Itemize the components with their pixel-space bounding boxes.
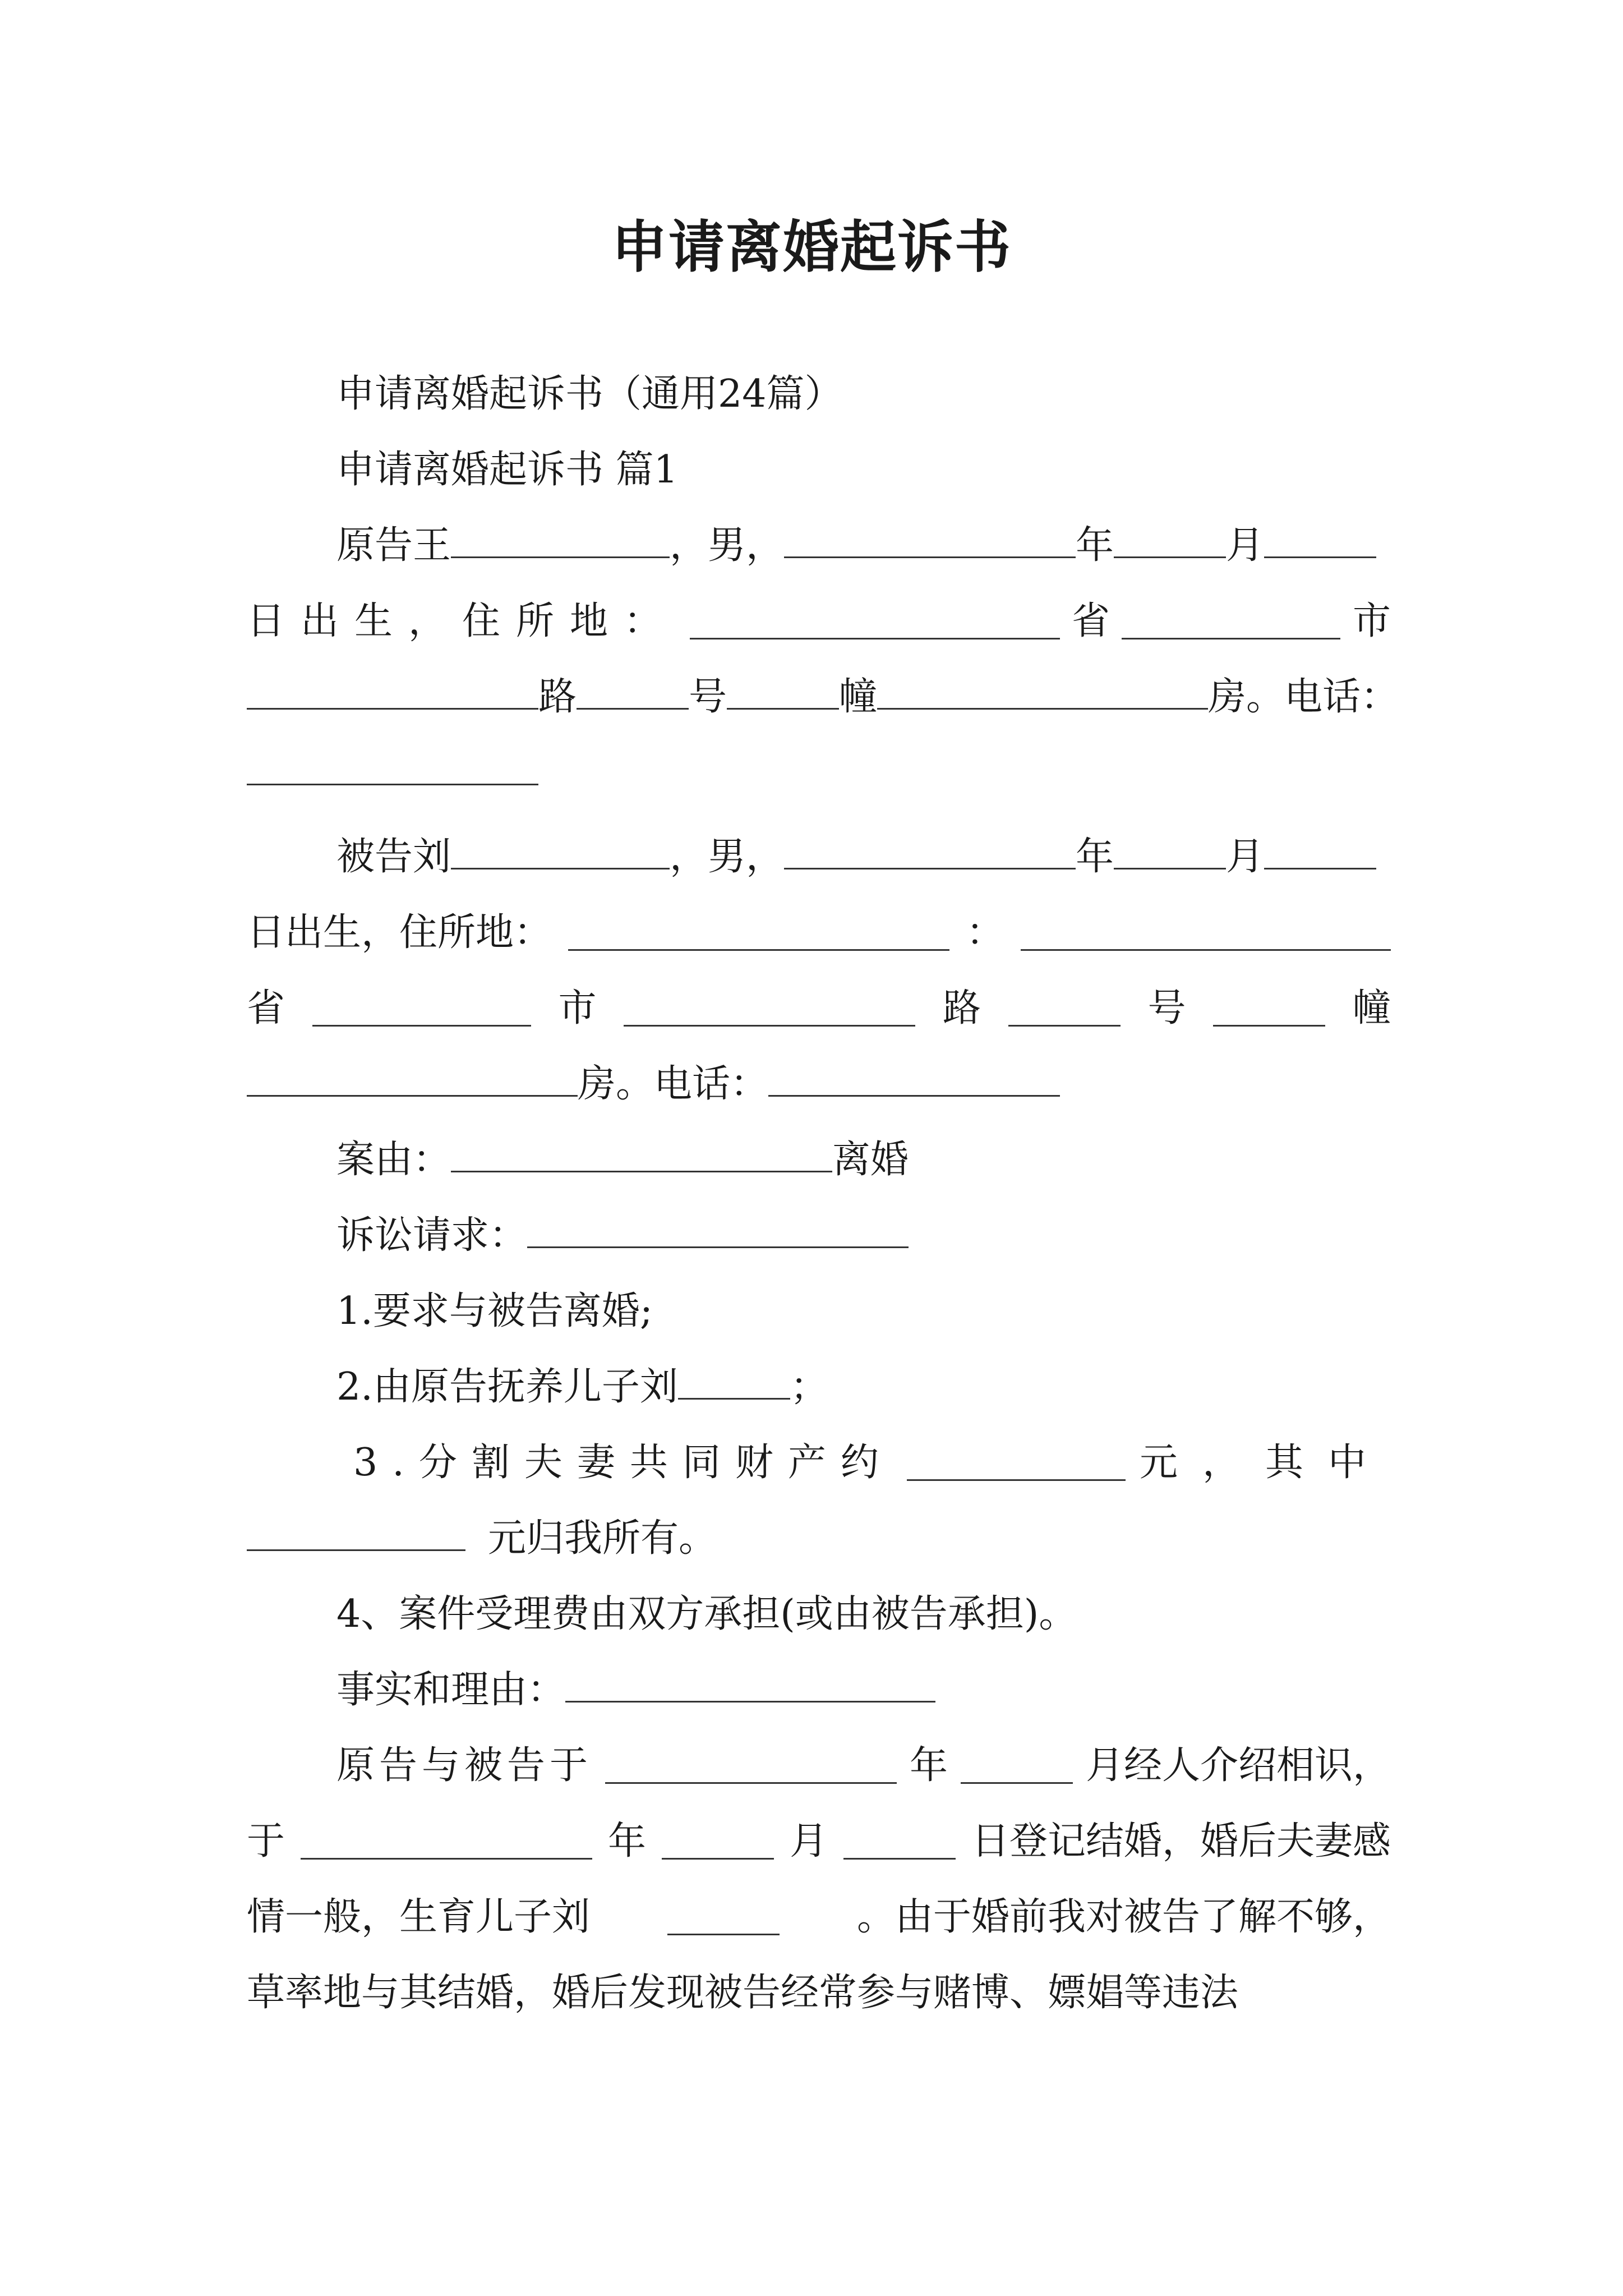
- claim-1-text: 1.要求与被告离婚;: [336, 1289, 653, 1333]
- claims-blank: [527, 1207, 909, 1248]
- claim-item-1: [247, 1273, 1391, 1350]
- defendant-birth-residence: 日出生，住所地：: [247, 910, 552, 955]
- facts-paragraph-line-1: [247, 1728, 1391, 1804]
- plaintiff-day-blank: [1264, 517, 1376, 558]
- defendant-name-blank: [451, 829, 670, 869]
- defendant-number-blank: [1213, 991, 1325, 1027]
- facts-p2-d: 日登记结婚，婚后夫妻感: [971, 1819, 1391, 1864]
- defendant-line-3: [247, 970, 1391, 1047]
- defendant-colon: ：: [966, 910, 1004, 955]
- plaintiff-line-2: [247, 583, 1391, 660]
- claim-2-blank: [678, 1359, 790, 1400]
- plaintiff-gender: ，男，: [670, 523, 785, 568]
- claim-3-suffix: 元，其中: [1139, 1441, 1391, 1485]
- case-line: [247, 1122, 1391, 1198]
- plaintiff-room-blank: [877, 669, 1208, 710]
- plaintiff-line-3: [247, 659, 1399, 735]
- claim-item-3-line-2: [247, 1501, 1391, 1577]
- document-heading: [247, 356, 1391, 432]
- document-title: 申请离婚起诉书: [611, 214, 1012, 280]
- facts-paragraph-line-3: [247, 1879, 1391, 1955]
- plaintiff-number-blank: [727, 669, 839, 710]
- facts-meet-year-blank: [605, 1749, 897, 1784]
- section-heading: [247, 432, 1391, 508]
- plaintiff-phone-blank: [247, 744, 538, 785]
- facts-p4-text: 草率地与其结婚，婚后发现被告经常参与赌博、嫖娼等违法: [247, 1971, 1239, 2015]
- plaintiff-city-label: 市: [1352, 599, 1391, 643]
- defendant-address-blank: [568, 915, 949, 951]
- plaintiff-year-blank: [784, 517, 1076, 558]
- defendant-line-4: [247, 1046, 1391, 1122]
- facts-p3-a: 情一般，生育儿子刘: [247, 1895, 591, 1939]
- plaintiff-month-blank: [1114, 517, 1226, 558]
- case-suffix: 离婚: [832, 1138, 909, 1182]
- facts-blank: [565, 1662, 935, 1703]
- defendant-name-label: 被告刘: [336, 835, 451, 879]
- plaintiff-year-label: 年: [1076, 523, 1114, 568]
- defendant-line-1: [247, 819, 1391, 895]
- claim-item-2: [247, 1349, 1391, 1425]
- plaintiff-line-1: [247, 508, 1391, 584]
- plaintiff-name-blank: [451, 517, 670, 558]
- claim-3-share-blank: [247, 1510, 465, 1551]
- facts-p2-c: 月: [789, 1819, 828, 1864]
- plaintiff-province-label: 省: [1071, 599, 1110, 643]
- plaintiff-road-blank: [577, 669, 689, 710]
- facts-marry-month-blank: [662, 1824, 774, 1860]
- plaintiff-road-label: 路: [538, 675, 577, 719]
- plaintiff-building-label: 幢: [839, 675, 878, 719]
- plaintiff-name-label: 原告王: [336, 523, 451, 568]
- claim-2-text: 2.由原告抚养儿子刘: [336, 1365, 678, 1409]
- facts-line: [247, 1652, 1391, 1728]
- defendant-phone-blank: [768, 1056, 1060, 1097]
- facts-label: 事实和理由：: [336, 1668, 566, 1712]
- defendant-city-label: 市: [558, 986, 597, 1030]
- defendant-phone-label: 房。电话：: [578, 1062, 769, 1106]
- facts-p1-c: 月经人介绍相识，: [1085, 1743, 1391, 1788]
- claims-line: [247, 1198, 1391, 1274]
- defendant-road-label: 路: [942, 986, 981, 1030]
- facts-marry-year-blank: [301, 1824, 592, 1860]
- facts-p2-a: 于: [247, 1819, 285, 1864]
- defendant-city-blank: [624, 991, 915, 1027]
- facts-p1-b: 年: [909, 1743, 948, 1788]
- defendant-building-label: 幢: [1352, 986, 1391, 1030]
- facts-marry-day-blank: [843, 1824, 956, 1860]
- defendant-address-blank-2: [1021, 915, 1391, 951]
- facts-meet-month-blank: [961, 1749, 1073, 1784]
- claim-2-suffix: ；: [790, 1365, 828, 1409]
- facts-paragraph-line-2: [247, 1803, 1391, 1880]
- defendant-room-blank: [247, 1056, 578, 1097]
- plaintiff-birth-residence: 日出生，住所地：: [247, 599, 678, 643]
- facts-p2-b: 年: [607, 1819, 646, 1864]
- facts-paragraph-line-4: [247, 1955, 1391, 2031]
- plaintiff-number-label: 号: [689, 675, 727, 719]
- plaintiff-province-blank: [1122, 604, 1340, 639]
- defendant-province-blank: [312, 991, 531, 1027]
- defendant-day-blank: [1264, 829, 1376, 869]
- facts-p3-b: 。由于婚前我对被告了解不够，: [856, 1895, 1391, 1939]
- defendant-line-2: [247, 895, 1391, 971]
- heading-text: 申请离婚起诉书（通用24篇）: [336, 372, 843, 416]
- claim-3-text: 3.分割夫妻共同财产约: [353, 1441, 893, 1485]
- claim-3-line-2-text: 元归我所有。: [488, 1516, 717, 1561]
- case-blank: [451, 1131, 832, 1172]
- case-label: 案由：: [336, 1138, 451, 1182]
- section-text: 申请离婚起诉书 篇1: [336, 448, 678, 492]
- claim-4-text: 4、案件受理费由双方承担(或由被告承担)。: [336, 1592, 1077, 1636]
- plaintiff-month-label: 月: [1226, 523, 1265, 568]
- defendant-province-label: 省: [247, 986, 285, 1030]
- facts-son-name-blank: [667, 1900, 780, 1935]
- defendant-year-blank: [784, 829, 1076, 869]
- plaintiff-line-4: [247, 735, 1391, 811]
- defendant-road-blank: [1008, 991, 1121, 1027]
- defendant-month-label: 月: [1226, 835, 1265, 879]
- defendant-number-label: 号: [1147, 986, 1186, 1030]
- facts-p1-a: 原告与被告于: [336, 1743, 593, 1788]
- claim-item-4: [247, 1576, 1391, 1653]
- defendant-month-blank: [1114, 829, 1226, 869]
- defendant-gender: ，男，: [670, 835, 785, 879]
- claims-label: 诉讼请求：: [336, 1213, 528, 1258]
- plaintiff-address-blank: [690, 604, 1060, 639]
- claim-3-total-blank: [907, 1446, 1126, 1481]
- claim-item-3-line-1: [247, 1425, 1391, 1501]
- defendant-year-label: 年: [1076, 835, 1114, 879]
- plaintiff-phone-label: 房。电话：: [1208, 675, 1399, 719]
- plaintiff-city-blank: [247, 669, 538, 710]
